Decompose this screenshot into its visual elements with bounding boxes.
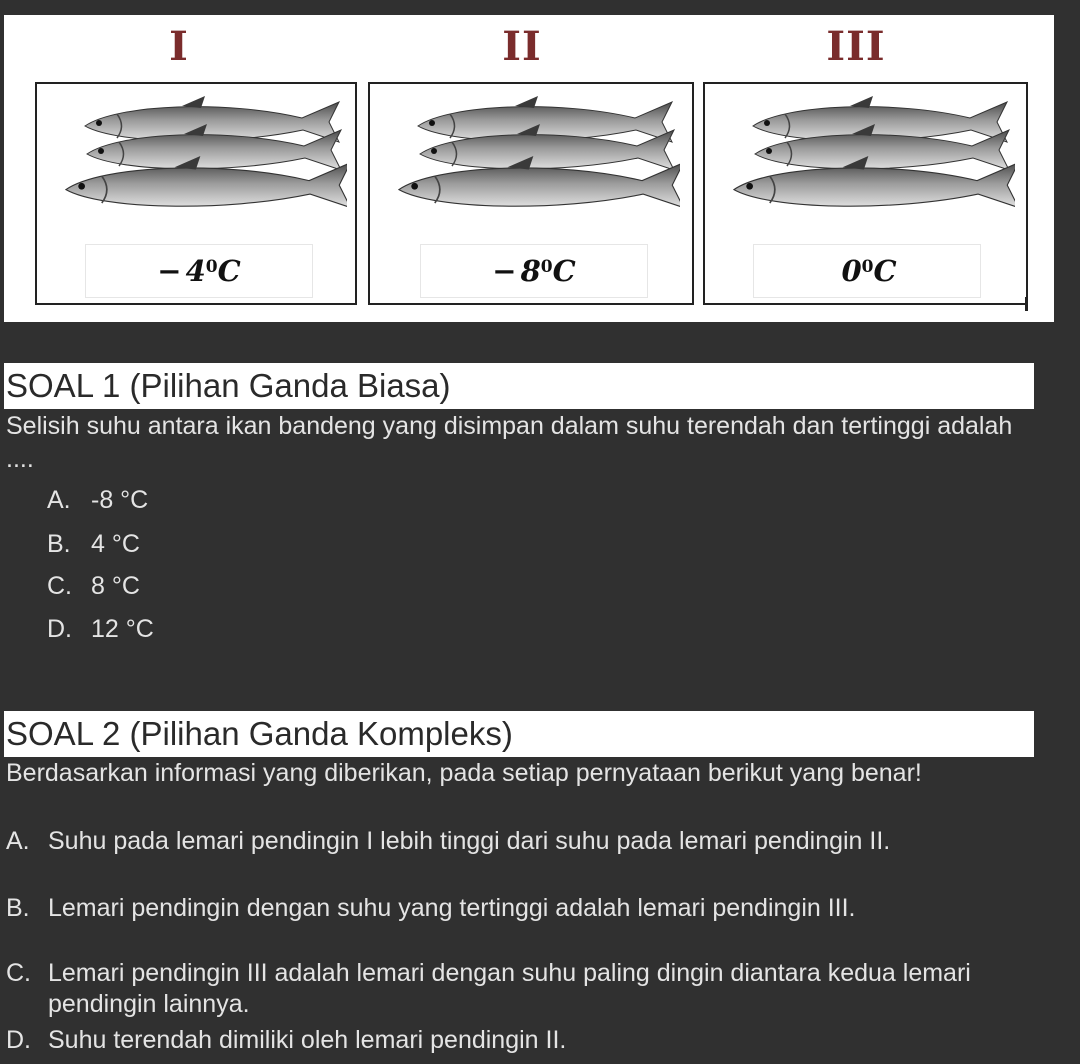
option-label: D. [47,615,72,643]
soal2-statement-c[interactable] [6,958,1036,1020]
fish-image-2 [390,94,680,234]
fridge-box-2 [368,82,694,305]
soal1-option-d[interactable] [47,614,154,644]
option-label: B. [47,530,71,558]
temperature-label-3: 0 $^0$ C [753,244,981,298]
temperature-label-2: − 8 $^0$ C [420,244,648,298]
option-text: 12 °C [91,615,154,643]
soal1-question: Selisih suhu antara ikan bandeng yang disimpan dalam suhu terendah dan tertinggi adalah .... [6,412,1013,473]
option-text: -8 °C [91,486,149,514]
statement-text: Suhu terendah dimiliki oleh lemari pendingin II. [48,1026,567,1054]
statement-label: B. [6,894,30,922]
statement-text: Lemari pendingin III adalah lemari dengan suhu paling dingin diantara kedua lemari pendingin lainnya. [48,959,971,1018]
soal2-statement-a[interactable] [6,826,1036,857]
soal1-option-a[interactable] [47,485,148,515]
fish-figure [4,15,1054,322]
soal1-option-c[interactable] [47,571,140,601]
statement-text: Suhu pada lemari pendingin I lebih tinggi dari suhu pada lemari pendingin II. [48,827,891,855]
roman-label-3: III [826,23,886,70]
temperature-label-1: − 4 $^0$ C [85,244,313,298]
soal2-statement-b[interactable] [6,893,1036,924]
fish-image-3 [725,94,1015,234]
option-text: 4 °C [91,530,140,558]
statement-text: Lemari pendingin dengan suhu yang tertinggi adalah lemari pendingin III. [48,894,856,922]
fish-image-1 [57,94,347,234]
option-text: 8 °C [91,572,140,600]
soal1-title: SOAL 1 (Pilihan Ganda Biasa) [4,363,1034,409]
soal2-question: Berdasarkan informasi yang diberikan, pada setiap pernyataan berikut yang benar! [6,759,922,787]
option-label: A. [47,486,71,514]
roman-label-2: II [502,23,542,70]
soal2-title: SOAL 2 (Pilihan Ganda Kompleks) [4,711,1034,757]
roman-label-1: I [169,23,189,70]
fridge-box-1 [35,82,357,305]
statement-label: D. [6,1026,31,1054]
statement-label: C. [6,959,31,987]
fridge-box-3 [703,82,1028,305]
soal1-option-b[interactable] [47,529,140,559]
soal2-statement-d[interactable] [6,1025,1036,1056]
statement-label: A. [6,827,30,855]
option-label: C. [47,572,72,600]
figure-tick-mark [1025,297,1028,311]
